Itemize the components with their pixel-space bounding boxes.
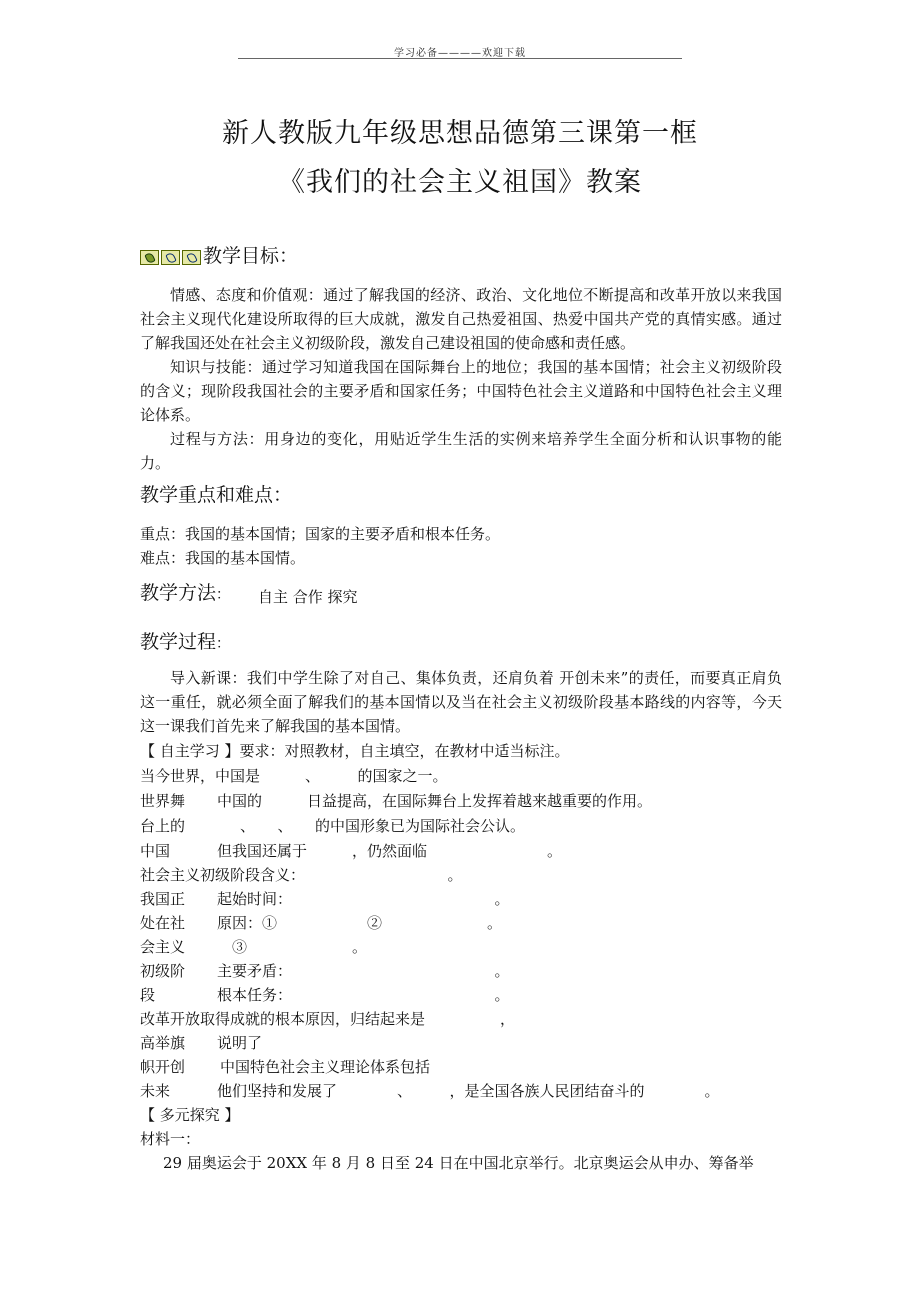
title-line-2: 《我们的社会主义祖国》教案 bbox=[278, 167, 642, 198]
fill-line-8-right: ③ 。 bbox=[217, 938, 368, 956]
method-heading-text: 教学方法 bbox=[140, 582, 217, 604]
header-rule bbox=[238, 58, 682, 59]
material-label: 材料一： bbox=[140, 1130, 201, 1148]
fill-line-13-left: 帜开创 bbox=[140, 1058, 186, 1076]
fill-line-7-right: 原因：① ② 。 bbox=[217, 914, 503, 932]
fill-line-9-right: 主要矛盾： 。 bbox=[217, 962, 510, 980]
objective-knowledge: 知识与技能：通过学习知道我国在国际舞台上的地位；我国的基本国情；社会主义初级阶段的含义；现阶段我国社会的主要矛盾和国家任务；中国特色社会主义道路和中国特色社会主义理论体系。 bbox=[140, 358, 782, 424]
objectives-heading-text: 教学目标： bbox=[203, 245, 299, 267]
fill-line-10-right: 根本任务： 。 bbox=[217, 986, 510, 1004]
fill-line-10-left: 段 bbox=[140, 986, 156, 1004]
pencil-icon bbox=[182, 250, 201, 265]
self-study-line: 【 自主学习 】要求：对照教材，自主填空，在教材中适当标注。 bbox=[140, 742, 570, 760]
fill-line-12-right: 说明了 bbox=[217, 1034, 263, 1052]
header-text: 学习必备————欢迎下载 bbox=[394, 48, 526, 59]
fill-line-14-right: 他们坚持和发展了 、 ，是全国各族人民团结奋斗的 。 bbox=[217, 1082, 720, 1100]
fill-line-2-right: 中国的 日益提高，在国际舞台上发挥着越来越重要的作用。 bbox=[217, 792, 653, 810]
pencil-icons bbox=[140, 250, 201, 265]
fill-line-12-left: 高举旗 bbox=[140, 1034, 186, 1052]
fill-line-3-left: 台上的 bbox=[140, 817, 186, 835]
fill-line-4-right: 但我国还属于 ，仍然面临 。 bbox=[217, 842, 563, 860]
difficult-point: 难点：我国的基本国情。 bbox=[140, 549, 306, 567]
fill-line-7-left: 处在社 bbox=[140, 914, 186, 932]
method-heading bbox=[140, 578, 230, 605]
title-line-1: 新人教版九年级思想品德第三课第一框 bbox=[222, 118, 698, 149]
fill-line-5: 社会主义初级阶段含义： 。 bbox=[140, 866, 463, 884]
material-text: 29 届奥运会于 20XX 年 8 月 8 日至 24 日在中国北京举行。北京奥运会从申办、筹备举 bbox=[163, 1154, 754, 1172]
method-colon: ： bbox=[216, 587, 231, 603]
fill-line-2-left: 世界舞 bbox=[140, 792, 186, 810]
fill-line-3-right: 、 、 的中国形象已为国际社会公认。 bbox=[195, 817, 526, 835]
objective-emotion: 情感、态度和价值观：通过了解我国的经济、政治、文化地位不断提高和改革开放以来我国社会主义现代化建设所取得的巨大成就，激发自己热爱祖国、热爱中国共产党的真情实感。通过了解我国还处在社会主义初级阶段，激发自己建设祖国的使命感和责任感。 bbox=[140, 286, 782, 352]
fill-line-13-right: 中国特色社会主义理论体系包括 bbox=[220, 1058, 431, 1076]
fill-line-11: 改革开放取得成就的根本原因，归结起来是 ， bbox=[140, 1010, 516, 1028]
fill-line-1: 当今世界，中国是 、 的国家之一。 bbox=[140, 767, 448, 785]
fill-line-6-left: 我国正 bbox=[140, 890, 186, 908]
intro-paragraph: 导入新课：我们中学生除了对自己、集体负责，还肩负着 开创未来”的责任，而要真正肩负这一重任，就必须全面了解我们的基本国情以及当在社会主义初级阶段基本路线的内容等，今天这一课我们首先来了解我国的基本国情。 bbox=[140, 669, 782, 735]
explore-heading: 【 多元探究 】 bbox=[140, 1106, 240, 1124]
method-value: 自主 合作 探究 bbox=[258, 588, 358, 606]
key-point: 重点：我国的基本国情；国家的主要矛盾和根本任务。 bbox=[140, 525, 501, 543]
keypoints-heading: 教学重点和难点： bbox=[140, 484, 293, 506]
procedure-heading-text: 教学过程 bbox=[140, 631, 217, 653]
fill-line-9-left: 初级阶 bbox=[140, 962, 186, 980]
fill-line-6-right: 起始时间： 。 bbox=[217, 890, 510, 908]
pencil-icon bbox=[161, 250, 180, 265]
procedure-heading bbox=[140, 627, 230, 654]
fill-line-14-left: 未来 bbox=[140, 1082, 171, 1100]
fill-line-8-left: 会主义 bbox=[140, 938, 186, 956]
fill-line-4-left: 中国 bbox=[140, 842, 171, 860]
pencil-icon bbox=[140, 250, 159, 265]
page-header bbox=[0, 44, 920, 59]
objectives-heading bbox=[140, 241, 298, 268]
procedure-colon: ： bbox=[216, 636, 231, 652]
objective-process: 过程与方法：用身边的变化，用贴近学生生活的实例来培养学生全面分析和认识事物的能力。 bbox=[140, 430, 782, 472]
